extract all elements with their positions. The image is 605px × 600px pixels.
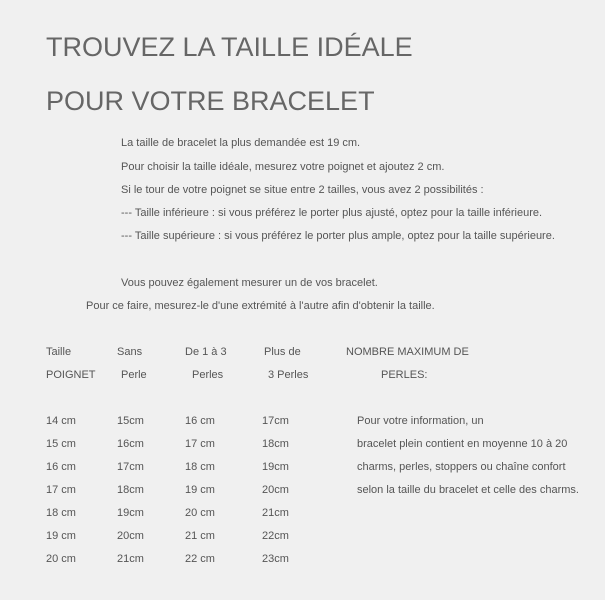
table-header: Perles <box>192 369 224 381</box>
table-cell: 16 cm <box>185 415 215 427</box>
table-cell: 15 cm <box>46 438 76 450</box>
info-note-line: charms, perles, stoppers ou chaîne confort <box>357 461 566 473</box>
table-cell: 16cm <box>117 438 144 450</box>
table-cell: 16 cm <box>46 461 76 473</box>
table-cell: 17cm <box>117 461 144 473</box>
measure-line: Pour ce faire, mesurez-le d'une extrémité à l'autre afin d'obtenir la taille. <box>86 300 435 312</box>
table-header: NOMBRE MAXIMUM DE <box>346 346 469 358</box>
info-note-line: selon la taille du bracelet et celle des charms. <box>357 484 579 496</box>
table-header: PERLES: <box>381 369 428 381</box>
intro-line: --- Taille inférieure : si vous préférez le porter plus ajusté, optez pour la taille inférieure. <box>121 207 543 219</box>
table-cell: 14 cm <box>46 415 76 427</box>
table-cell: 17cm <box>262 415 289 427</box>
table-cell: 17 cm <box>185 438 215 450</box>
intro-line: Si le tour de votre poignet se situe entre 2 tailles, vous avez 2 possibilités : <box>121 184 484 196</box>
table-cell: 20 cm <box>46 553 76 565</box>
table-header: De 1 à 3 <box>185 346 227 358</box>
intro-line: La taille de bracelet la plus demandée est 19 cm. <box>121 137 361 149</box>
table-cell: 18 cm <box>185 461 215 473</box>
table-cell: 23cm <box>262 553 289 565</box>
table-cell: 21cm <box>117 553 144 565</box>
table-cell: 19 cm <box>185 484 215 496</box>
table-header: Taille <box>46 346 72 358</box>
table-cell: 22cm <box>262 530 289 542</box>
table-cell: 20cm <box>262 484 289 496</box>
table-cell: 18 cm <box>46 507 76 519</box>
table-cell: 22 cm <box>185 553 215 565</box>
table-cell: 21cm <box>262 507 289 519</box>
intro-line: Pour choisir la taille idéale, mesurez votre poignet et ajoutez 2 cm. <box>121 161 445 173</box>
page-title-line1: TROUVEZ LA TAILLE IDÉALE <box>46 32 413 62</box>
table-header: POIGNET <box>46 369 96 381</box>
info-note-line: Pour votre information, un <box>357 415 484 427</box>
page-title-line2: POUR VOTRE BRACELET <box>46 86 375 116</box>
table-cell: 18cm <box>262 438 289 450</box>
table-cell: 20cm <box>117 530 144 542</box>
table-cell: 20 cm <box>185 507 215 519</box>
table-cell: 19cm <box>262 461 289 473</box>
table-cell: 19cm <box>117 507 144 519</box>
table-header: 3 Perles <box>268 369 309 381</box>
intro-line: --- Taille supérieure : si vous préférez le porter plus ample, optez pour la taille supérieure. <box>121 230 555 242</box>
table-cell: 18cm <box>117 484 144 496</box>
table-cell: 17 cm <box>46 484 76 496</box>
table-header: Perle <box>121 369 147 381</box>
table-header: Plus de <box>264 346 301 358</box>
info-note-line: bracelet plein contient en moyenne 10 à 20 <box>357 438 568 450</box>
table-header: Sans <box>117 346 143 358</box>
measure-line: Vous pouvez également mesurer un de vos bracelet. <box>121 277 378 289</box>
table-cell: 19 cm <box>46 530 76 542</box>
table-cell: 21 cm <box>185 530 215 542</box>
table-cell: 15cm <box>117 415 144 427</box>
